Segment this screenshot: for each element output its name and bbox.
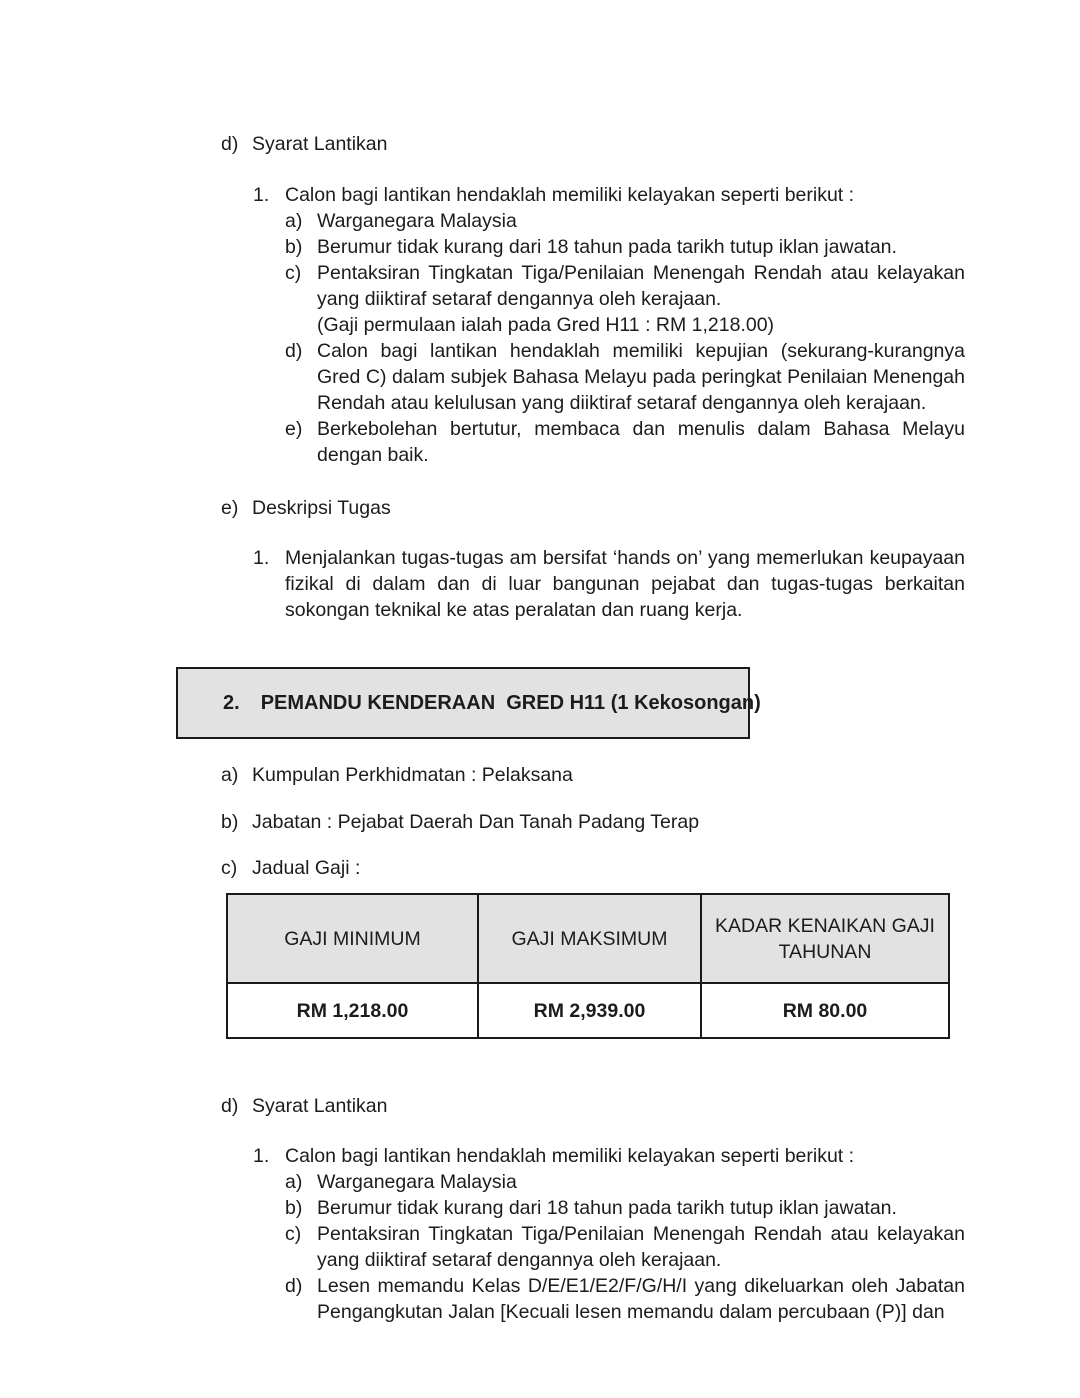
list-item [253,182,965,468]
item-text: Pentaksiran Tingkatan Tiga/Penilaian Menengah Rendah atau kelayakan yang diiktiraf setaraf dengannya oleh kerajaan. [317,1223,965,1271]
item-text: Calon bagi lantikan hendaklah memiliki kelayakan seperti berikut : [285,1145,855,1167]
item-label: a) [221,764,239,786]
list-item [285,1221,965,1273]
table-header-cell: GAJI MAKSIMUM [478,894,701,983]
item-label: c) [285,1223,302,1245]
item-text: Warganegara Malaysia [317,210,517,232]
item-label: a) [285,210,303,232]
list-item [285,1195,965,1221]
salary-table [226,893,950,1039]
sub-list [285,208,965,468]
list-item [285,1169,965,1195]
sub-list [285,1169,965,1325]
item-text: Calon bagi lantikan hendaklah memiliki kelayakan seperti berikut : [285,184,855,206]
section-title: Syarat Lantikan [252,1095,388,1117]
item-label: c) [285,262,302,284]
list-item [285,416,965,468]
item-text: Kumpulan Perkhidmatan : Pelaksana [252,764,573,786]
item-label: e) [285,418,303,440]
table-header-cell: KADAR KENAIKAN GAJI TAHUNAN [701,894,949,983]
item-text: Berumur tidak kurang dari 18 tahun pada tarikh tutup iklan jawatan. [317,1197,897,1219]
section-heading-syarat-lantikan-1 [221,131,965,157]
item-text: Menjalankan tugas-tugas am bersifat ‘hands on’ yang memerlukan keupayaan fizikal di dalam dan di luar bangunan pejabat dan tugas-tugas berkaitan sokongan teknikal ke atas peralatan dan ruang kerja. [285,547,965,621]
item-label: b) [285,236,303,258]
requirement-list-1 [253,182,965,468]
job-number: 2. [223,692,240,714]
section-title: Syarat Lantikan [252,133,388,155]
item-label: b) [221,811,239,833]
requirement-list-2 [253,1143,965,1325]
section-label: d) [221,133,239,155]
list-item [253,1143,965,1325]
list-item [285,1273,965,1325]
info-row-kumpulan [221,762,965,788]
item-number: 1. [253,1145,270,1167]
job-title: PEMANDU KENDERAAN GRED H11 (1 Kekosongan) [260,692,761,714]
section-heading-syarat-lantikan-2 [221,1093,965,1119]
item-text: Pentaksiran Tingkatan Tiga/Penilaian Menengah Rendah atau kelayakan yang diiktiraf setaraf dengannya oleh kerajaan. [317,262,965,310]
item-label: a) [285,1171,303,1193]
item-number: 1. [253,184,270,206]
table-header-row [227,894,949,983]
item-text: Calon bagi lantikan hendaklah memiliki kepujian (sekurang-kurangnya Gred C) dalam subjek Bahasa Melayu pada peringkat Penilaian Menengah Rendah atau kelulusan yang diiktiraf setaraf dengannya oleh kerajaan. [317,340,965,414]
item-number: 1. [253,547,270,569]
job-title-box [176,667,761,739]
table-value-cell: RM 2,939.00 [478,983,701,1038]
table-header-cell: GAJI MINIMUM [227,894,478,983]
section-label: e) [221,497,239,519]
list-item [253,545,965,623]
item-text: Jabatan : Pejabat Daerah Dan Tanah Padang Terap [252,811,700,833]
item-label: b) [285,1197,303,1219]
table-value-row [227,983,949,1038]
info-row-jabatan [221,809,965,835]
table-value-cell: RM 1,218.00 [227,983,478,1038]
info-row-jadual-gaji [221,855,965,881]
list-item [285,338,965,416]
section-label: d) [221,1095,239,1117]
item-text: Berumur tidak kurang dari 18 tahun pada tarikh tutup iklan jawatan. [317,236,897,258]
item-text: Berkebolehan bertutur, membaca dan menulis dalam Bahasa Melayu dengan baik. [317,418,965,466]
section-title: Deskripsi Tugas [252,497,391,519]
item-label: d) [285,1275,303,1297]
item-text: Jadual Gaji : [252,857,361,879]
table-value-cell: RM 80.00 [701,983,949,1038]
list-item [285,208,965,234]
section-heading-deskripsi-tugas [221,495,965,521]
item-label: d) [285,340,303,362]
item-text: Lesen memandu Kelas D/E/E1/E2/F/G/H/I yang dikeluarkan oleh Jabatan Pengangkutan Jalan [Kecuali lesen memandu dalam percubaan (P)] dan [317,1275,965,1323]
salary-note: (Gaji permulaan ialah pada Gred H11 : RM 1,218.00) [317,314,775,336]
item-label: c) [221,857,238,879]
list-item [285,260,965,338]
item-text: Warganegara Malaysia [317,1171,517,1193]
task-list [253,545,965,623]
list-item [285,234,965,260]
